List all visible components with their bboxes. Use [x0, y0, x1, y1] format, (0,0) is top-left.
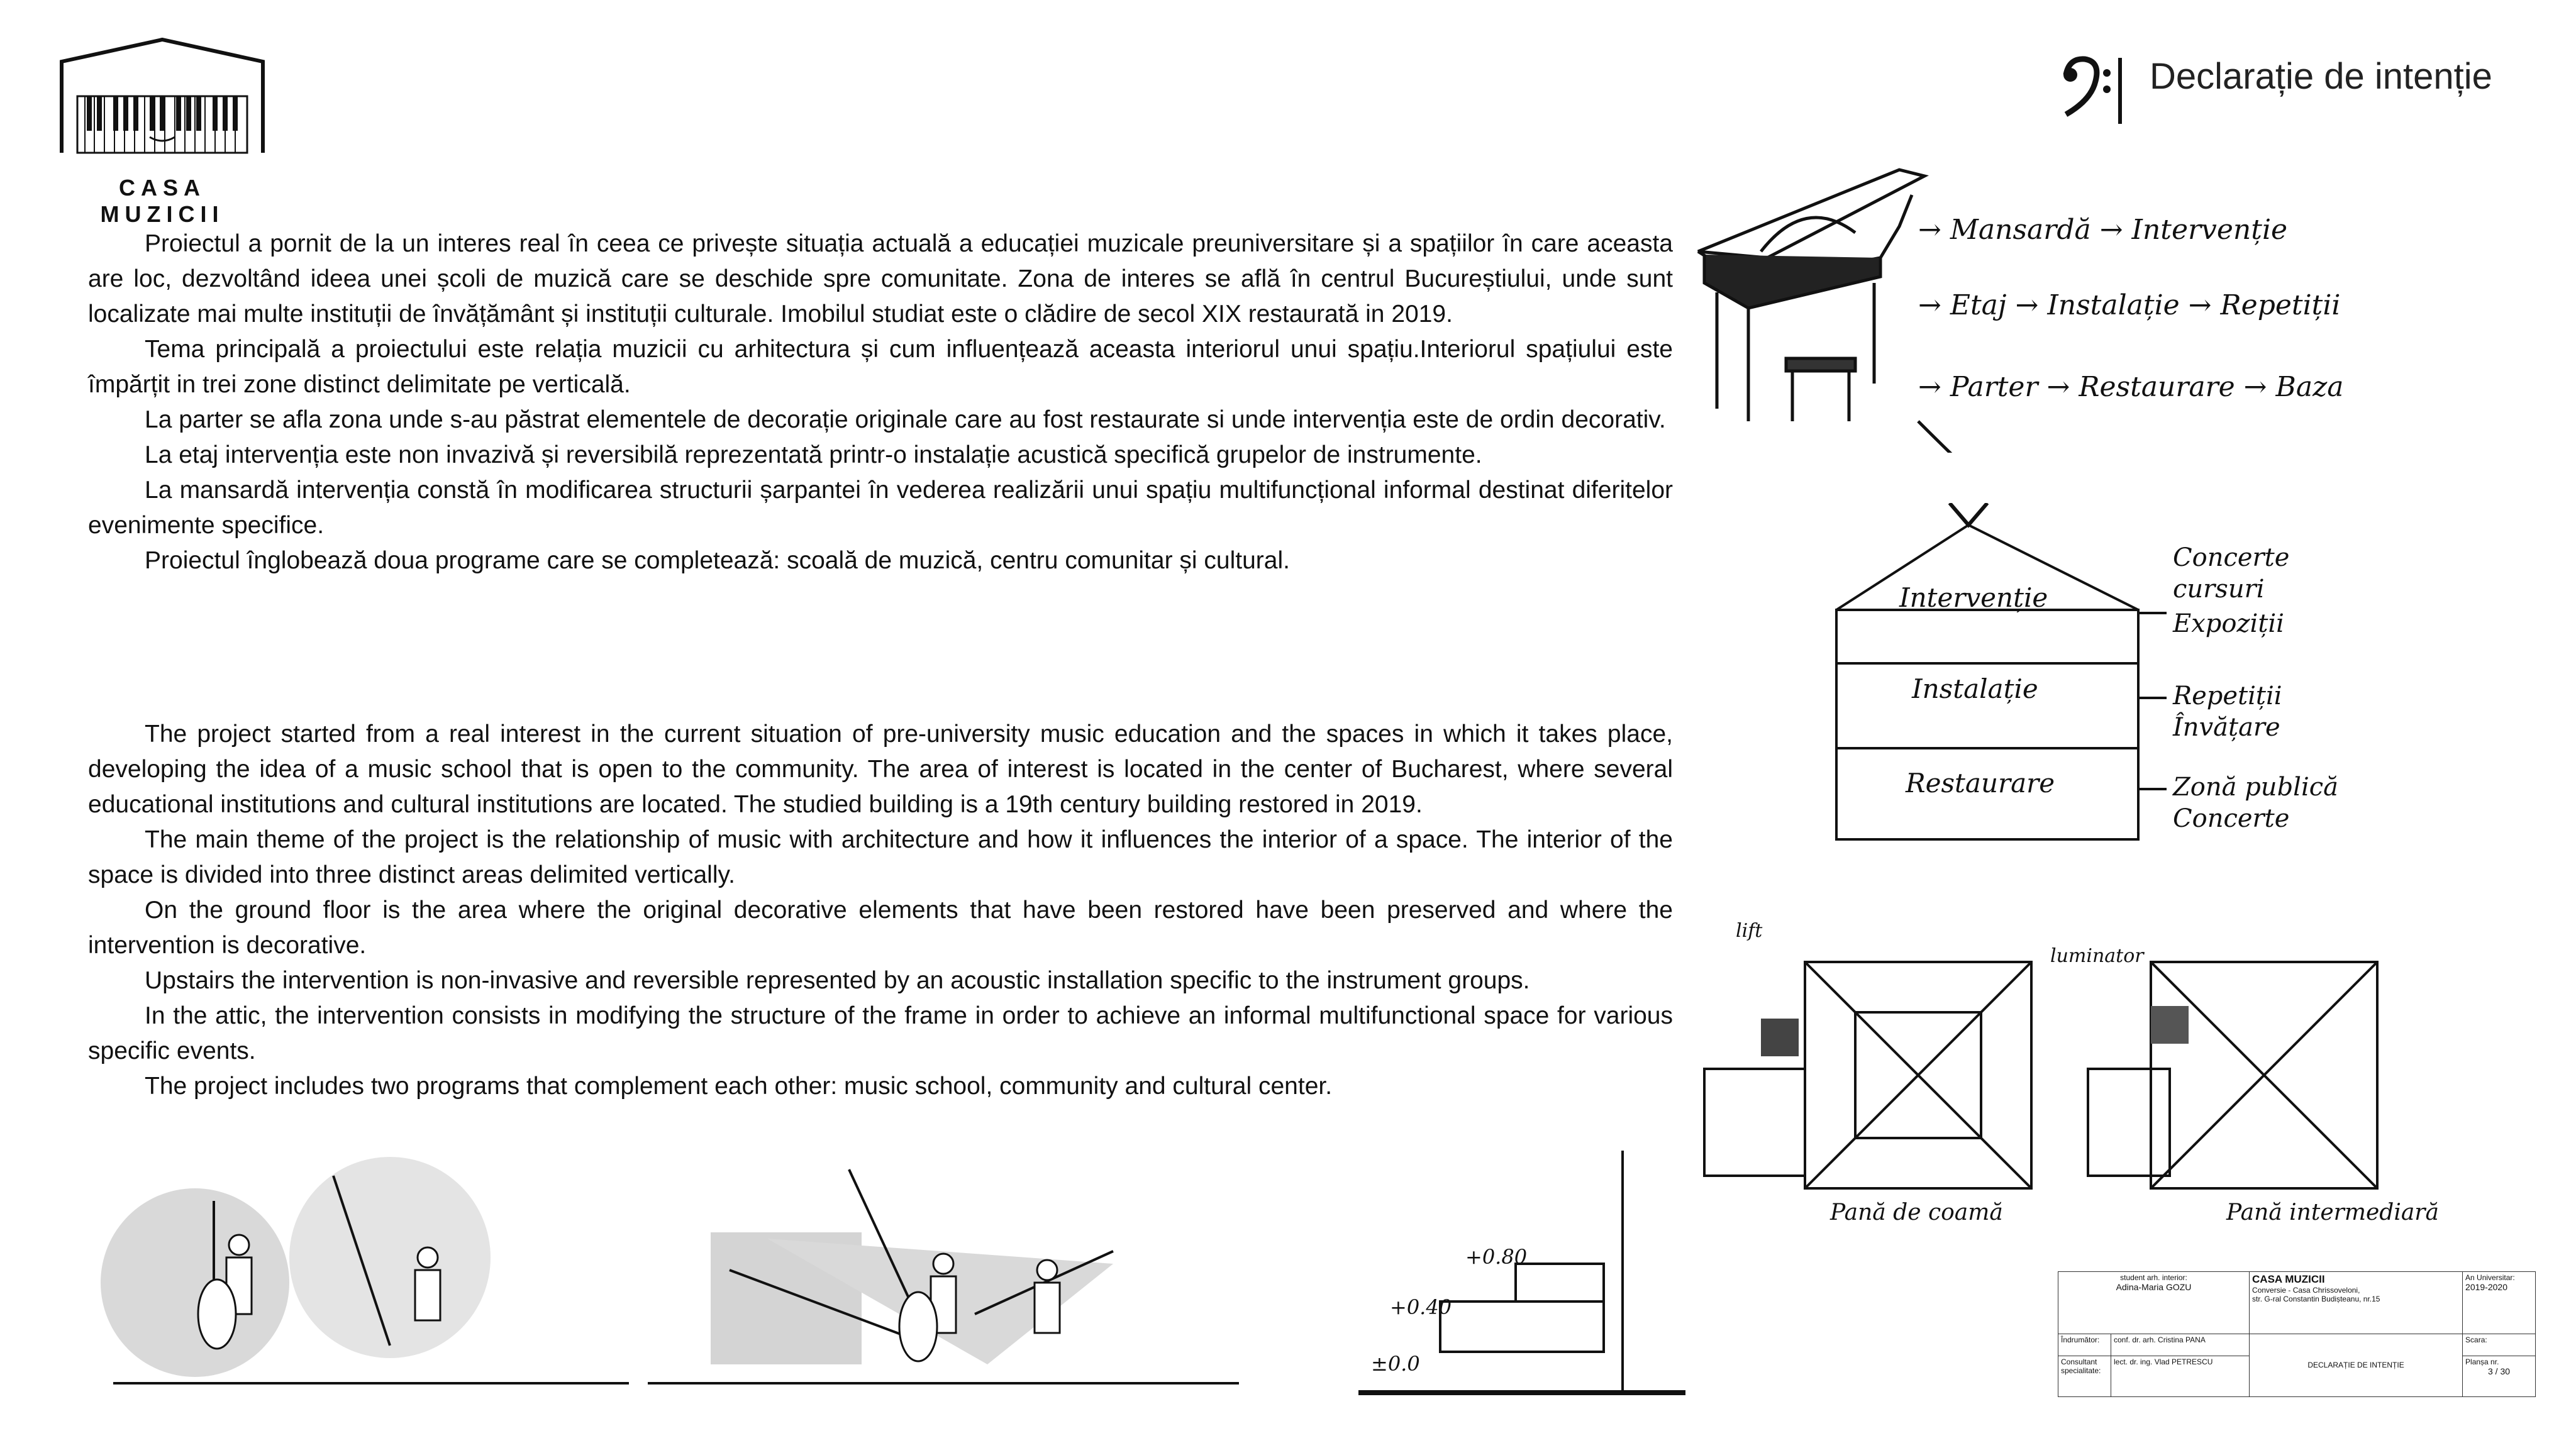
section-note: Concerte [2173, 804, 2290, 833]
piano-sketch [1692, 157, 2384, 453]
ro-paragraph: Proiectul înglobează doua programe care se completează: scoală de muzică, centru comunitar și cultural. [145, 547, 1290, 574]
coordinator-name: conf. dr. arh. Cristina PANA [2111, 1334, 2250, 1356]
ro-paragraph: Tema principală a proiectului este relația muzicii cu arhitectura și cum influențează aceasta interiorul unui spațiu.Interiorul spațiului este împărțit in trei zone distinct delimitate pe verticală. [88, 336, 1673, 398]
plan-label: luminator [2050, 945, 2144, 967]
plan-label: Pană intermediară [2226, 1200, 2439, 1225]
ro-paragraph: La parter se afla zona unde s-au păstrat elementele de decorație originale care au fost restaurate si unde intervenția este de ordin decorativ. [145, 406, 1666, 433]
sheet-title: DECLARAȚIE DE INTENȚIE [2250, 1334, 2463, 1396]
en-paragraph: The project started from a real interest in the current situation of pre-university music education and the spaces in which it takes place, developing the idea of a music school that is open to the community. The area of interest is located in the center of Bucharest, where several educational institutions and cultural institutions are located. The studied building is a 19th century building restored in 2019. [88, 721, 1673, 818]
section-note: Concerte [2173, 543, 2290, 572]
section-note: Învățare [2173, 713, 2280, 742]
en-paragraph: The main theme of the project is the relationship of music with architecture and how it influences the interior of a space. The interior of the space is divided into three distinct areas delimited vertically. [88, 826, 1673, 888]
bass-clef-icon [2057, 53, 2126, 128]
section-note: Zonă publică [2173, 773, 2339, 802]
level-label: +0.40 [1390, 1295, 1452, 1319]
level-label: ±0.0 [1371, 1352, 1420, 1376]
project-address: str. G-ral Constantin Budișteanu, nr.15 [2252, 1295, 2380, 1303]
section-floor-label: Restaurare [1906, 768, 2055, 799]
en-paragraph: Upstairs the intervention is non-invasive and reversible represented by an acoustic installation specific to the instrument groups. [145, 967, 1530, 994]
year-label: An Universitar: [2465, 1273, 2515, 1282]
en-paragraph: The project includes two programs that complement each other: music school, community and cultural center. [145, 1073, 1333, 1100]
academic-year: 2019-2020 [2465, 1282, 2507, 1292]
section-note: cursuri [2173, 575, 2265, 604]
section-note: Expoziții [2173, 609, 2284, 638]
en-paragraph: In the attic, the intervention consists in modifying the structure of the frame in order to achieve an informal multifunctional space for various specific events. [88, 1002, 1673, 1064]
title-block [2058, 1271, 2536, 1397]
project-subtitle: Conversie - Casa Chrissoveloni, [2252, 1286, 2360, 1295]
piano-label: → Etaj → Instalație → Repetiții [1918, 289, 2341, 321]
en-paragraph: On the ground floor is the area where the original decorative elements that have been restored have been preserved and where the intervention is decorative. [88, 897, 1673, 959]
romanian-text-block [88, 226, 1673, 578]
logo-house-icon [55, 36, 269, 175]
ro-paragraph: La etaj intervenția este non invazivă și reversibilă reprezentată printr-o instalație acustică specifică grupelor de instrumente. [145, 441, 1482, 468]
consultant-label: Consultant specialitate: [2058, 1356, 2111, 1396]
piano-label: → Mansardă → Intervenție [1918, 214, 2288, 246]
plan-label: Pană de coamă [1830, 1200, 2003, 1225]
section-floor-label: Intervenție [1899, 582, 2048, 613]
musicians-sketch [94, 1157, 1352, 1408]
student-name: Adina-Maria GOZU [2116, 1282, 2192, 1292]
scale-label: Scara: [2463, 1334, 2536, 1356]
level-label: +0.80 [1465, 1245, 1528, 1269]
section-note: Repetiții [2173, 682, 2282, 710]
project-title: CASA MUZICII [2252, 1273, 2325, 1285]
logo-text: CASA MUZICII [100, 175, 225, 227]
piano-label: → Parter → Restaurare → Baza [1918, 371, 2344, 403]
section-floor-label: Instalație [1912, 673, 2038, 704]
level-section-sketch [1352, 1151, 1692, 1402]
sheet-number: 3 / 30 [2488, 1366, 2511, 1376]
plan-sketch [1698, 912, 2516, 1239]
english-text-block [88, 717, 1673, 1104]
student-label: student arh. interior: [2120, 1273, 2187, 1282]
sheet-label: Planșa nr. [2465, 1357, 2499, 1366]
consultant-name: lect. dr. ing. Vlad PETRESCU [2111, 1356, 2250, 1396]
ro-paragraph: Proiectul a pornit de la un interes real în ceea ce privește situația actuală a educației muzicale preuniversitare și a spațiilor în care aceasta are loc, dezvoltând ideea unei școli de muzică care se deschide spre comunitate. Zona de interes se află în centrul Bucureștiului, unde sunt localizate mai multe instituții de învățământ și instituții culturale. Imobilul studiat este o clădire de secol XIX restaurată in 2019. [88, 230, 1673, 328]
page-title: Declarație de intenție [2150, 56, 2492, 97]
plan-label: lift [1736, 920, 1763, 942]
building-section-sketch [1824, 503, 2390, 855]
coordinator-label: Îndrumător: [2058, 1334, 2111, 1356]
ro-paragraph: La mansardă intervenția constă în modificarea structurii șarpantei în vederea realizării unui spațiu multifuncțional informal destinat diferitelor evenimente specifice. [88, 477, 1673, 539]
grand-piano-icon [1698, 170, 1924, 421]
